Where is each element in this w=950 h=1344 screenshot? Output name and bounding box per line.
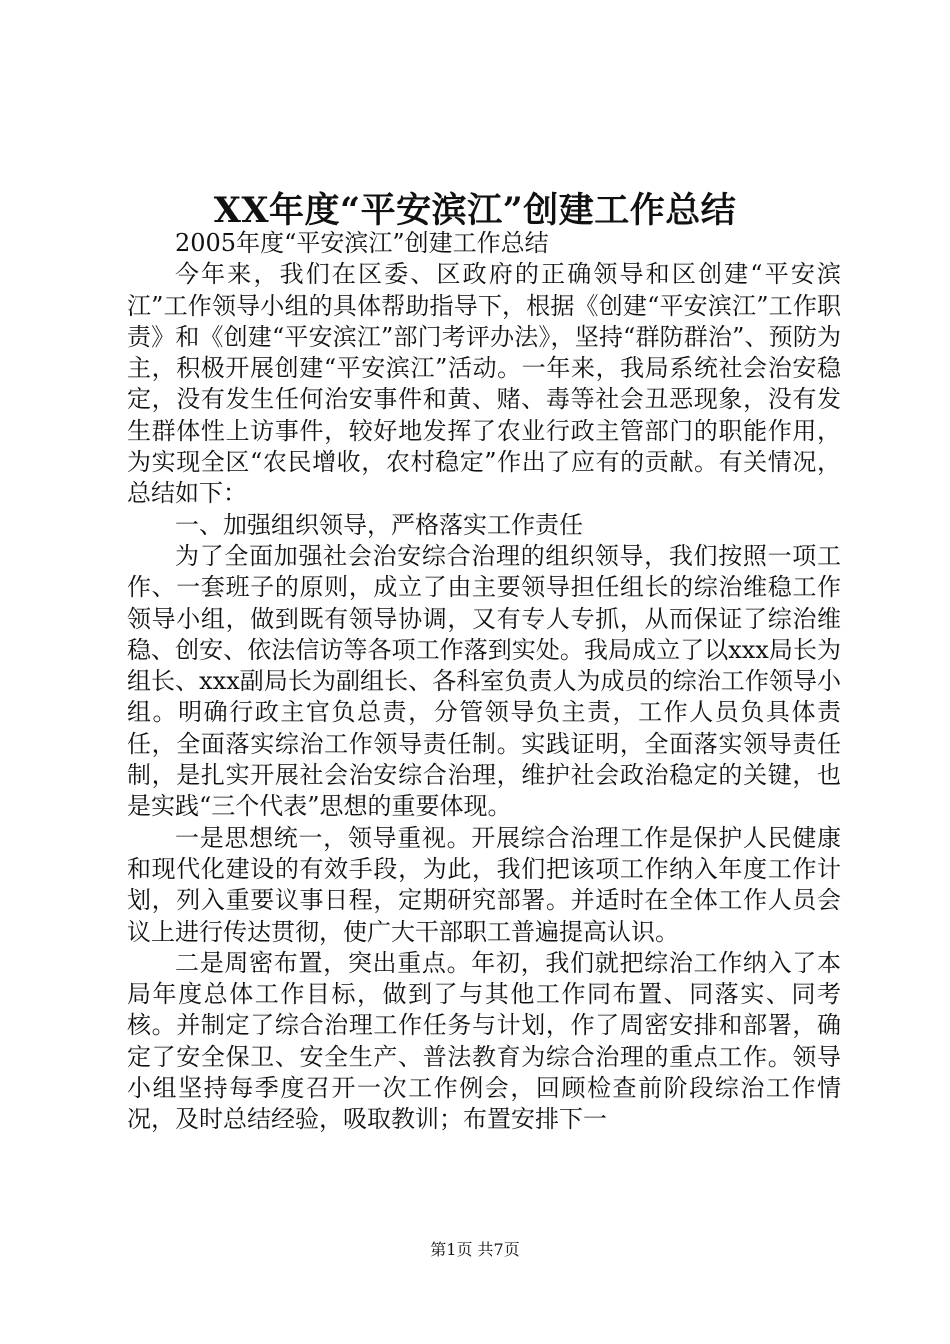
subtitle-line: 2005年度“平安滨江”创建工作总结 <box>175 229 549 257</box>
section-heading: 一、加强组织领导，严格落实工作责任 <box>175 510 583 539</box>
paragraph-point-two: 二是周密布置，突出重点。年初，我们就把综治工作纳入了本局年度总体工作目标，做到了与其他工作同布置、同落实、同考核。并制定了综合治理工作任务与计划，作了周密安排和部署，确定了安全保卫、安全生产、普法教育为综合治理的重点工作。领导小组坚持每季度召开一次工作例会，回顾检查前阶段综治工作情况，及时总结经验，吸取教训；布置安排下一 <box>127 948 841 1134</box>
paragraph-intro: 今年来，我们在区委、区政府的正确领导和区创建“平安滨江”工作领导小组的具体帮助指导下，根据《创建“平安滨江”工作职责》和《创建“平安滨江”部门考评办法》，坚持“群防群治”、预防为主，积极开展创建“平安滨江”活动。一年来，我局系统社会治安稳定，没有发生任何治安事件和黄、赌、毒等社会丑恶现象，没有发生群体性上访事件，较好地发挥了农业行政主管部门的职能作用，为实现全区“农民增收，农村稳定”作出了应有的贡献。有关情况，总结如下： <box>127 260 841 508</box>
paragraph-point-one: 一是思想统一，领导重视。开展综合治理工作是保护人民健康和现代化建设的有效手段，为此，我们把该项工作纳入年度工作计划，列入重要议事日程，定期研究部署。并适时在全体工作人员会议上进行传达贯彻，使广大干部职工普遍提高认识。 <box>127 823 841 946</box>
document-body <box>127 228 841 1136</box>
page-number-footer: 第1页 共7页 <box>430 1240 520 1259</box>
paragraph-organization: 为了全面加强社会治安综合治理的组织领导，我们按照一项工作、一套班子的原则，成立了由主要领导担任组长的综治维稳工作领导小组，做到既有领导协调，又有专人专抓，从而保证了综治维稳、创安、依法信访等各项工作落到实处。我局成立了以xxx局长为组长、xxx副局长为副组长、各科室负责人为成员的综治工作领导小组。明确行政主官负总责，分管领导负主责，工作人员负具体责任，全面落实综治工作领导责任制。实践证明，全面落实领导责任制，是扎实开展社会治安综合治理，维护社会政治稳定的关键，也是实践“三个代表”思想的重要体现。 <box>127 541 841 821</box>
document-title: XX年度“平安滨江”创建工作总结 <box>213 190 737 231</box>
